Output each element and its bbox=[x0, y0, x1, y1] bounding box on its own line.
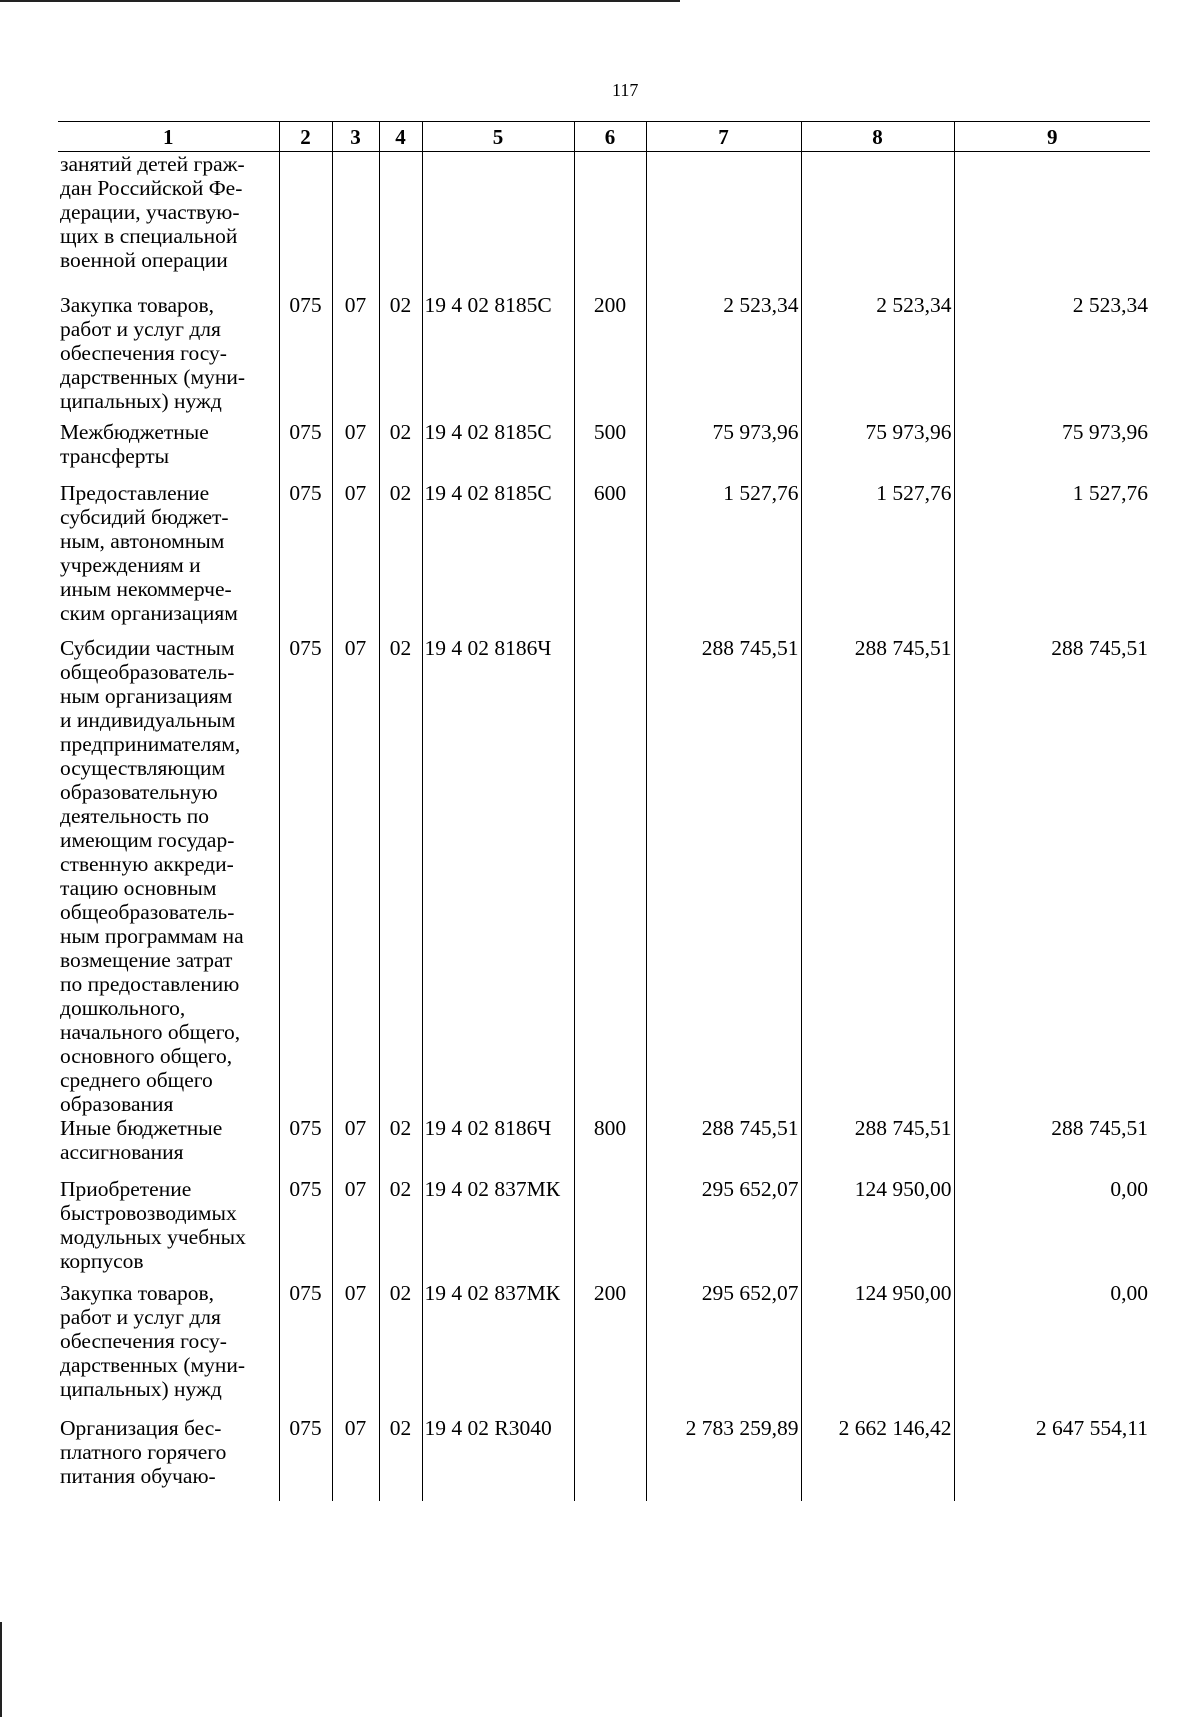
header-row bbox=[58, 122, 1150, 152]
section-code: 07 bbox=[332, 636, 379, 1116]
amount-col-8: 288 745,51 bbox=[801, 1116, 954, 1177]
left-scan-rule bbox=[0, 1622, 2, 1717]
amount-col-9: 2 647 554,11 bbox=[954, 1416, 1150, 1501]
row-description: Закупка товаров, работ и услуг для обеспечения госу- дарственных (муни- ципальных) нужд bbox=[60, 292, 246, 413]
row-description: Иные бюджетные ассигнования bbox=[60, 1115, 223, 1164]
chapter-code: 075 bbox=[279, 1281, 332, 1416]
amount-col-8 bbox=[801, 152, 954, 293]
table-body bbox=[58, 152, 1150, 1501]
amount-col-9: 2 523,34 bbox=[954, 293, 1150, 420]
amount-col-9: 288 745,51 bbox=[954, 1116, 1150, 1177]
amount-col-7: 2 783 259,89 bbox=[646, 1416, 801, 1501]
table-row bbox=[58, 420, 1150, 481]
chapter-code: 075 bbox=[279, 1416, 332, 1501]
amount-col-9 bbox=[954, 152, 1150, 293]
budget-table bbox=[58, 121, 1150, 1501]
row-description: занятий детей граж- дан Российской Фе- дерации, участвую- щих в специальной военной операции bbox=[60, 152, 245, 272]
row-description: Субсидии частным общеобразователь- ным организациям и индивидуальным предпринимателям, осуществляющим образовательную деятельность по имеющим государ- ственную аккреди- тацию основным общеобразователь- ным программам на возмещение затрат по предоставлению дошкольного, начального общего, основного общего, среднего общего образования bbox=[60, 635, 244, 1116]
amount-col-7 bbox=[646, 152, 801, 293]
table-row bbox=[58, 152, 1150, 293]
chapter-code: 075 bbox=[279, 420, 332, 481]
subsection-code: 02 bbox=[379, 1416, 422, 1501]
table-row bbox=[58, 1281, 1150, 1416]
target-article-code: 19 4 02 8185С bbox=[422, 293, 574, 420]
chapter-code: 075 bbox=[279, 1177, 332, 1281]
amount-col-9: 0,00 bbox=[954, 1177, 1150, 1281]
table-row bbox=[58, 1116, 1150, 1177]
header-col-8: 8 bbox=[801, 122, 954, 152]
row-description: Закупка товаров, работ и услуг для обеспечения госу- дарственных (муни- ципальных) нужд bbox=[60, 1280, 246, 1401]
expense-type-code: 200 bbox=[574, 1281, 646, 1416]
header-col-6: 6 bbox=[574, 122, 646, 152]
amount-col-7: 295 652,07 bbox=[646, 1281, 801, 1416]
expense-type-code: 800 bbox=[574, 1116, 646, 1177]
section-code: 07 bbox=[332, 1281, 379, 1416]
row-description: Приобретение быстровозводимых модульных учебных корпусов bbox=[60, 1176, 246, 1273]
target-article-code: 19 4 02 837МК bbox=[422, 1177, 574, 1281]
section-code: 07 bbox=[332, 420, 379, 481]
amount-col-7: 288 745,51 bbox=[646, 636, 801, 1116]
header-col-3: 3 bbox=[332, 122, 379, 152]
amount-col-7: 295 652,07 bbox=[646, 1177, 801, 1281]
section-code: 07 bbox=[332, 1116, 379, 1177]
amount-col-8: 288 745,51 bbox=[801, 636, 954, 1116]
amount-col-7: 2 523,34 bbox=[646, 293, 801, 420]
table-row bbox=[58, 293, 1150, 420]
table-row bbox=[58, 1416, 1150, 1501]
target-article-code: 19 4 02 8185С bbox=[422, 481, 574, 636]
amount-col-8: 75 973,96 bbox=[801, 420, 954, 481]
subsection-code: 02 bbox=[379, 636, 422, 1116]
table-row bbox=[58, 481, 1150, 636]
target-article-code: 19 4 02 8185С bbox=[422, 420, 574, 481]
expense-type-code bbox=[574, 1177, 646, 1281]
section-code: 07 bbox=[332, 481, 379, 636]
section-code: 07 bbox=[332, 293, 379, 420]
expense-type-code: 200 bbox=[574, 293, 646, 420]
amount-col-8: 124 950,00 bbox=[801, 1177, 954, 1281]
amount-col-8: 2 662 146,42 bbox=[801, 1416, 954, 1501]
section-code: 07 bbox=[332, 1416, 379, 1501]
expense-type-code: 500 bbox=[574, 420, 646, 481]
section-code bbox=[332, 152, 379, 293]
row-description: Предоставление субсидий бюджет- ным, автономным учреждениям и иным некоммерче- ским организациям bbox=[60, 480, 238, 625]
target-article-code: 19 4 02 R3040 bbox=[422, 1416, 574, 1501]
subsection-code: 02 bbox=[379, 420, 422, 481]
amount-col-9: 75 973,96 bbox=[954, 420, 1150, 481]
table-row bbox=[58, 636, 1150, 1116]
section-code: 07 bbox=[332, 1177, 379, 1281]
amount-col-9: 1 527,76 bbox=[954, 481, 1150, 636]
chapter-code: 075 bbox=[279, 481, 332, 636]
target-article-code: 19 4 02 837МК bbox=[422, 1281, 574, 1416]
subsection-code: 02 bbox=[379, 1281, 422, 1416]
target-article-code bbox=[422, 152, 574, 293]
subsection-code: 02 bbox=[379, 1177, 422, 1281]
amount-col-9: 288 745,51 bbox=[954, 636, 1150, 1116]
amount-col-8: 2 523,34 bbox=[801, 293, 954, 420]
expense-type-code bbox=[574, 1416, 646, 1501]
row-description: Межбюджетные трансферты bbox=[60, 419, 209, 468]
amount-col-8: 124 950,00 bbox=[801, 1281, 954, 1416]
subsection-code: 02 bbox=[379, 1116, 422, 1177]
header-col-5: 5 bbox=[422, 122, 574, 152]
expense-type-code: 600 bbox=[574, 481, 646, 636]
header-col-9: 9 bbox=[954, 122, 1150, 152]
target-article-code: 19 4 02 8186Ч bbox=[422, 1116, 574, 1177]
subsection-code bbox=[379, 152, 422, 293]
expense-type-code bbox=[574, 152, 646, 293]
row-description: Организация бес- платного горячего питания обучаю- bbox=[60, 1415, 227, 1488]
chapter-code: 075 bbox=[279, 293, 332, 420]
chapter-code: 075 bbox=[279, 636, 332, 1116]
target-article-code: 19 4 02 8186Ч bbox=[422, 636, 574, 1116]
header-col-4: 4 bbox=[379, 122, 422, 152]
header-col-1: 1 bbox=[58, 122, 279, 152]
page-number: 117 bbox=[612, 80, 639, 100]
amount-col-8: 1 527,76 bbox=[801, 481, 954, 636]
subsection-code: 02 bbox=[379, 293, 422, 420]
header-col-2: 2 bbox=[279, 122, 332, 152]
subsection-code: 02 bbox=[379, 481, 422, 636]
table-row bbox=[58, 1177, 1150, 1281]
amount-col-7: 1 527,76 bbox=[646, 481, 801, 636]
amount-col-9: 0,00 bbox=[954, 1281, 1150, 1416]
chapter-code: 075 bbox=[279, 1116, 332, 1177]
amount-col-7: 288 745,51 bbox=[646, 1116, 801, 1177]
expense-type-code bbox=[574, 636, 646, 1116]
header-col-7: 7 bbox=[646, 122, 801, 152]
amount-col-7: 75 973,96 bbox=[646, 420, 801, 481]
top-scan-rule bbox=[0, 0, 680, 2]
chapter-code bbox=[279, 152, 332, 293]
